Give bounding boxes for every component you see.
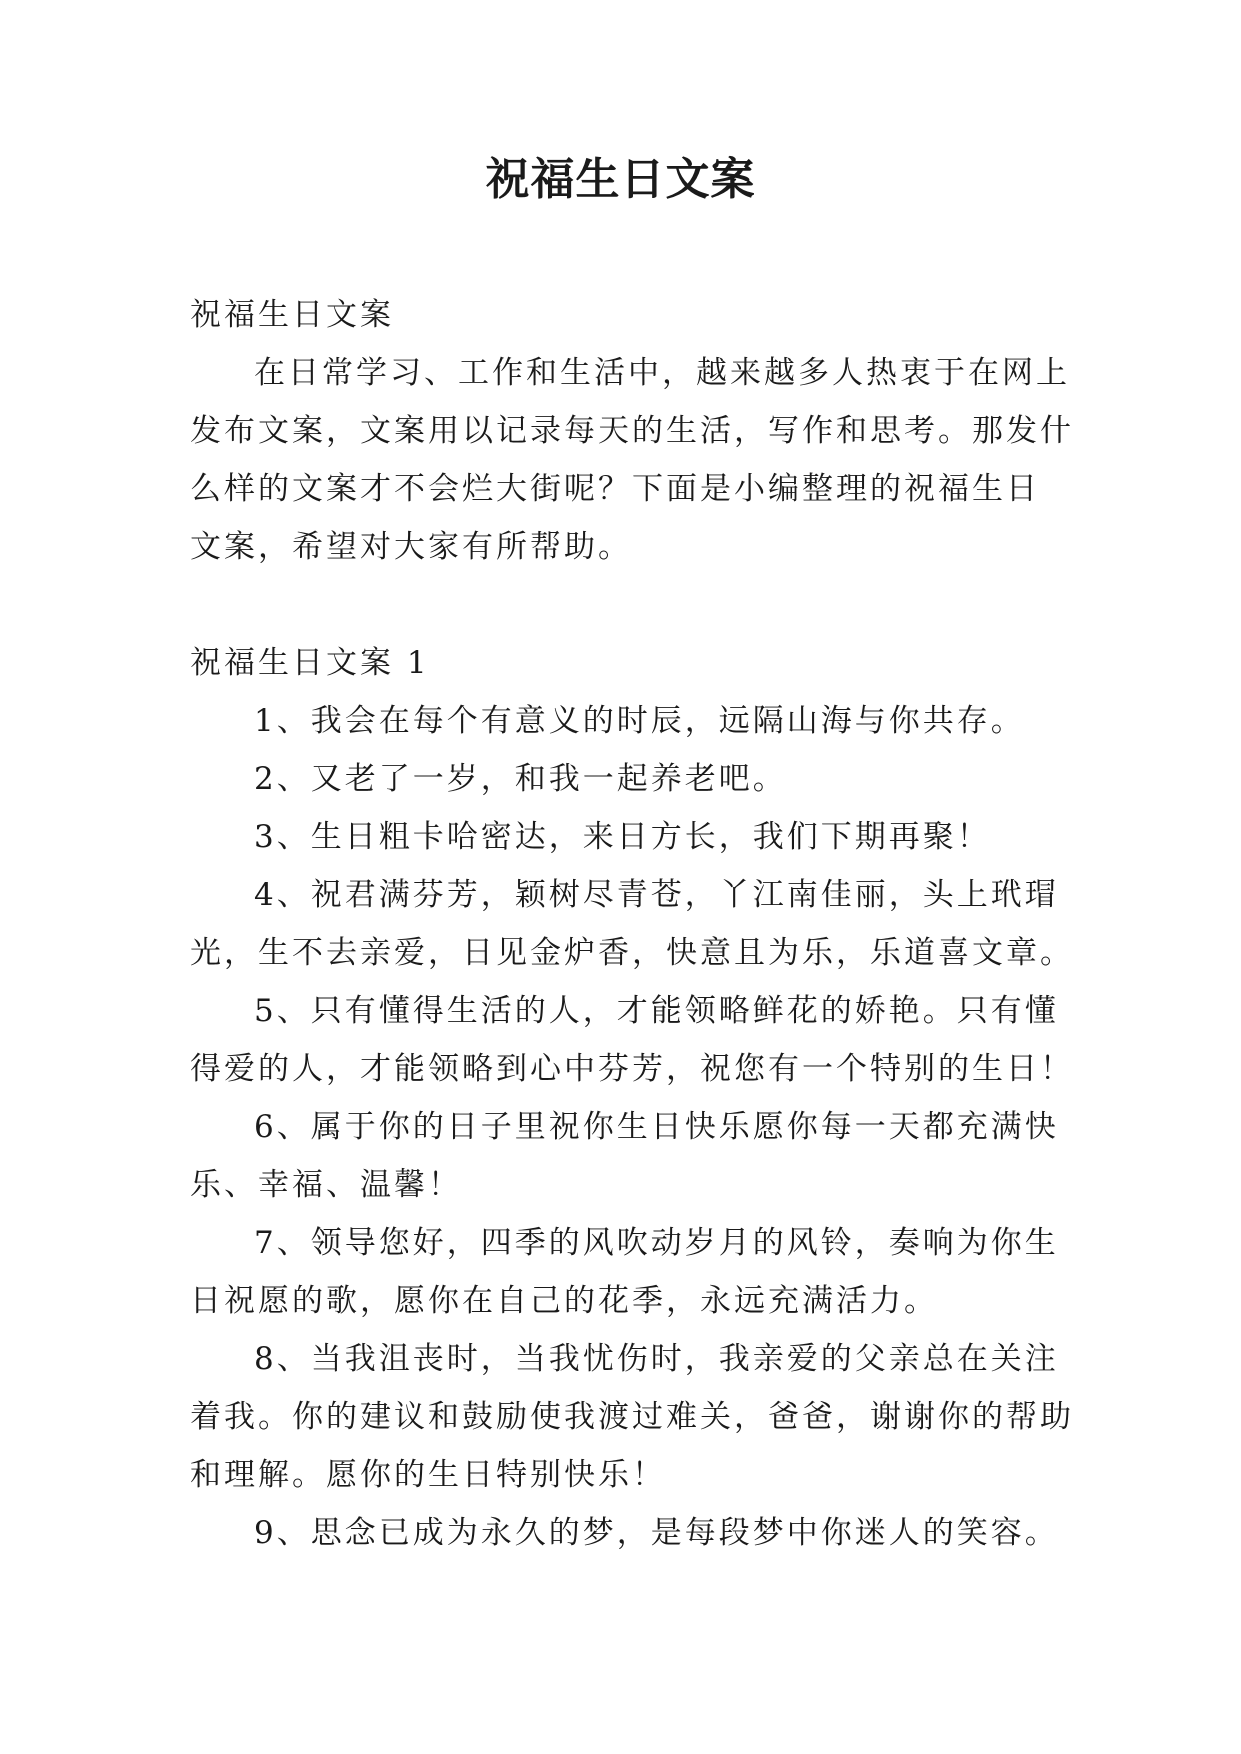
item-line: 得爱的人，才能领略到心中芬芳，祝您有一个特别的生日！ <box>190 1051 1074 1087</box>
intro-line: 在日常学习、工作和生活中，越来越多人热衷于在网上 <box>254 355 1070 391</box>
item-line: 2、又老了一岁，和我一起养老吧。 <box>254 761 787 797</box>
item-line: 8、当我沮丧时，当我忧伤时，我亲爱的父亲总在关注 <box>254 1341 1059 1377</box>
item-line: 着我。你的建议和鼓励使我渡过难关，爸爸，谢谢你的帮助 <box>190 1399 1074 1435</box>
item-6 <box>190 1098 1070 1214</box>
section-heading: 祝福生日文案 <box>190 297 394 333</box>
item-line: 1、我会在每个有意义的时辰，远隔山海与你共存。 <box>254 703 1025 739</box>
document-title: 祝福生日文案 <box>485 154 756 205</box>
item-3 <box>190 808 1070 866</box>
item-line: 乐、幸福、温馨！ <box>190 1167 462 1203</box>
item-line: 3、生日粗卡哈密达，来日方长，我们下期再聚！ <box>254 819 991 855</box>
item-line: 9、思念已成为永久的梦，是每段梦中你迷人的笑容。 <box>254 1515 1059 1551</box>
item-4 <box>190 866 1074 982</box>
intro-line: 文案，希望对大家有所帮助。 <box>190 529 632 565</box>
item-9 <box>190 1504 1070 1562</box>
item-line: 7、领导您好，四季的风吹动岁月的风铃，奏响为你生 <box>254 1225 1059 1261</box>
intro-line: 么样的文案才不会烂大街呢？下面是小编整理的祝福生日 <box>190 471 1040 507</box>
item-line: 4、祝君满芬芳，颖树尽青苍，丫江南佳丽，头上玳瑁 <box>254 877 1059 913</box>
item-8 <box>190 1330 1074 1504</box>
item-line: 6、属于你的日子里祝你生日快乐愿你每一天都充满快 <box>254 1109 1059 1145</box>
intro-line: 发布文案，文案用以记录每天的生活，写作和思考。那发什 <box>190 413 1074 449</box>
paragraph-spacer <box>190 576 1070 634</box>
item-line: 光，生不去亲爱，日见金炉香，快意且为乐，乐道喜文章。 <box>190 935 1074 971</box>
item-line: 日祝愿的歌，愿你在自己的花季，永远充满活力。 <box>190 1283 938 1319</box>
item-2 <box>190 750 1070 808</box>
intro-paragraph <box>190 344 1074 576</box>
item-line: 5、只有懂得生活的人，才能领略鲜花的娇艳。只有懂 <box>254 993 1059 1029</box>
item-1 <box>190 692 1070 750</box>
subsection-heading: 祝福生日文案 1 <box>190 645 430 681</box>
item-5 <box>190 982 1074 1098</box>
item-7 <box>190 1214 1070 1330</box>
item-line: 和理解。愿你的生日特别快乐！ <box>190 1457 666 1493</box>
document-body <box>190 286 1074 1562</box>
